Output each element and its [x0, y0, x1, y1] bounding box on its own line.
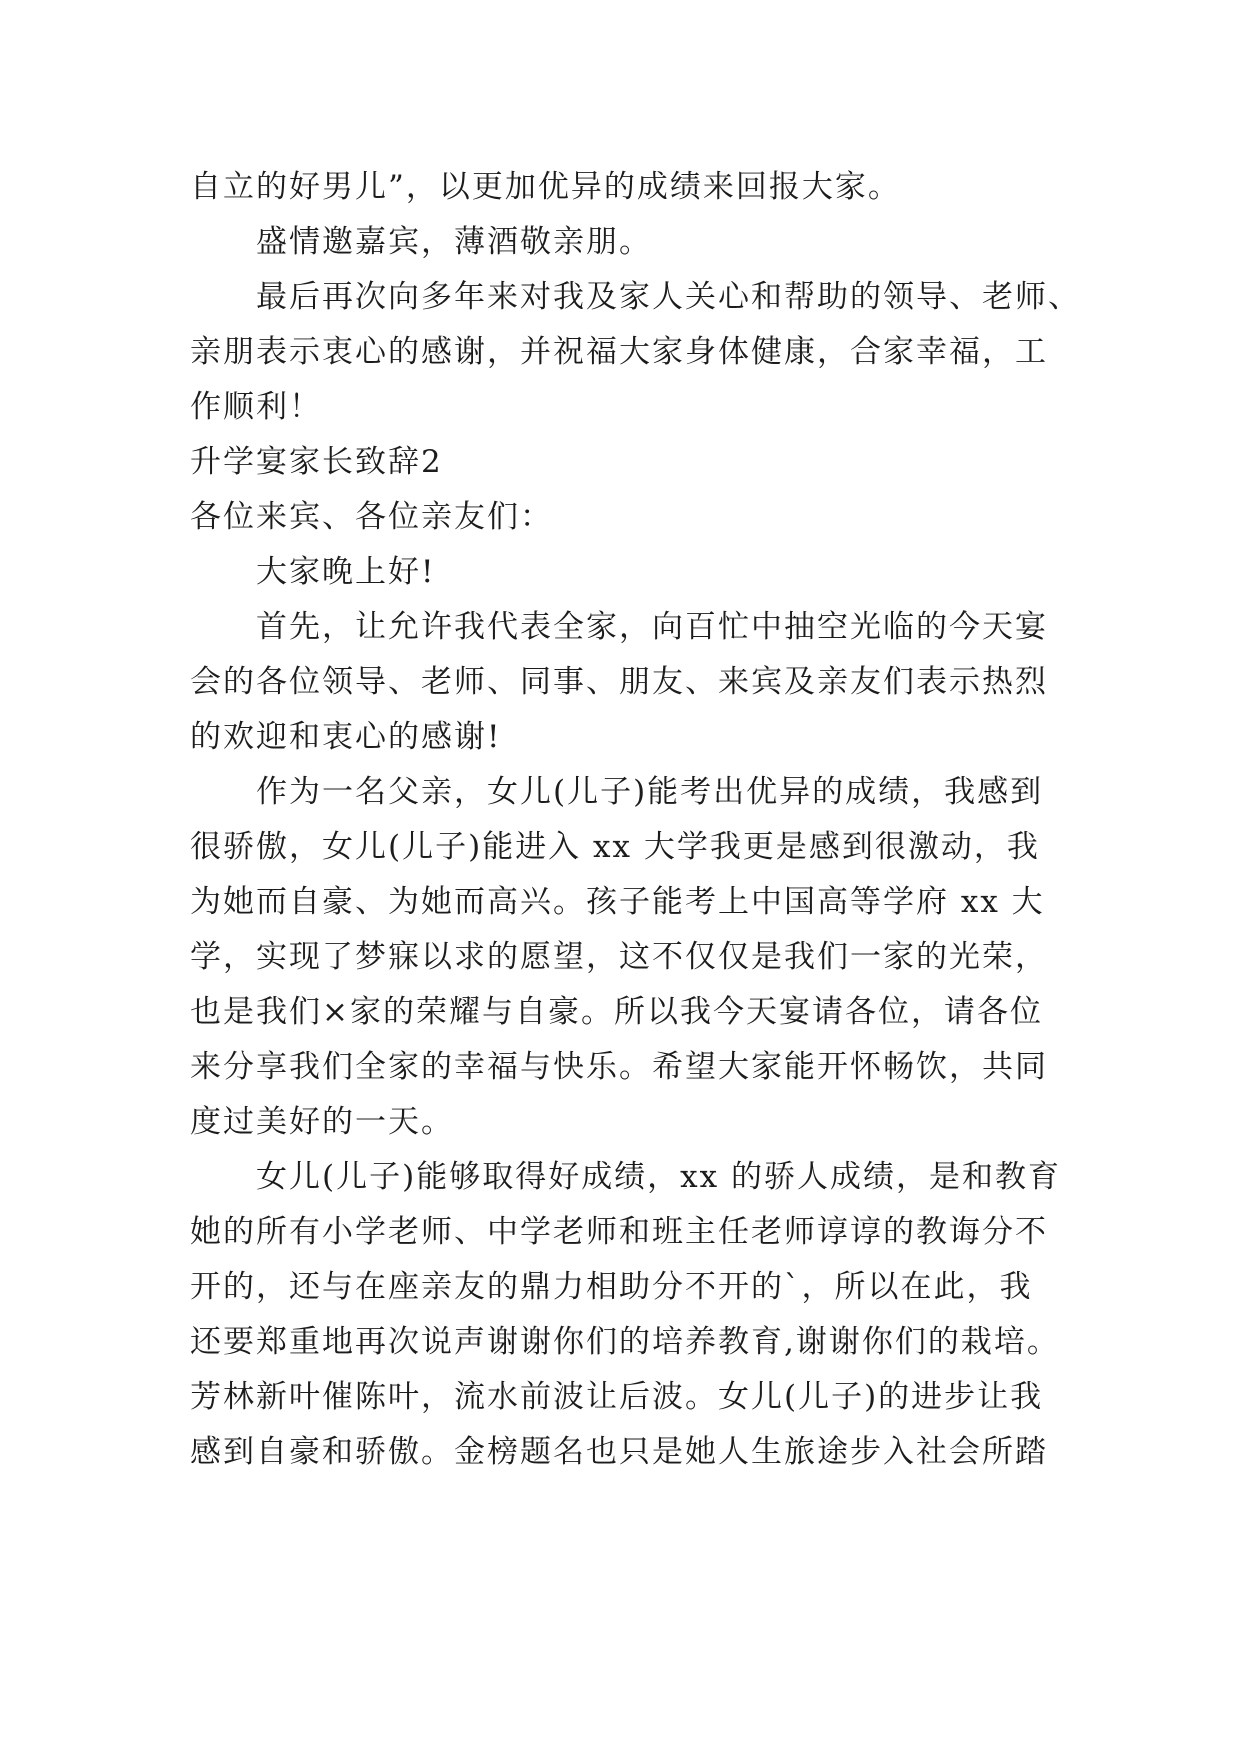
text-line: 女儿(儿子)能够取得好成绩，xx 的骄人成绩，是和教育 [256, 1159, 1062, 1195]
text-line: 她的所有小学老师、中学老师和班主任老师谆谆的教诲分不 [190, 1214, 1048, 1250]
text-line: 最后再次向多年来对我及家人关心和帮助的领导、老师、 [256, 279, 1081, 315]
text-line: 的欢迎和衷心的感谢! [190, 719, 502, 755]
text-line: 盛情邀嘉宾，薄酒敬亲朋。 [256, 224, 652, 260]
text-line: 会的各位领导、老师、同事、朋友、来宾及亲友们表示热烈 [190, 664, 1048, 700]
text-line: 大家晚上好! [256, 554, 436, 590]
section-heading: 升学宴家长致辞2 [190, 444, 443, 480]
text-line: 来分享我们全家的幸福与快乐。希望大家能开怀畅饮，共同 [190, 1049, 1048, 1085]
text-line: 作顺利！ [190, 389, 322, 425]
text-line: 还要郑重地再次说声谢谢你们的培养教育,谢谢你们的栽培。 [190, 1324, 1060, 1360]
text-line: 首先，让允许我代表全家，向百忙中抽空光临的今天宴 [256, 609, 1048, 645]
text-line: 开的，还与在座亲友的鼎力相助分不开的`，所以在此，我 [190, 1269, 1033, 1305]
text-line: 芳林新叶催陈叶，流水前波让后波。女儿(儿子)的进步让我 [190, 1379, 1044, 1415]
text-line: 度过美好的一天。 [190, 1104, 454, 1140]
text-line: 为她而自豪、为她而高兴。孩子能考上中国高等学府 xx 大 [190, 884, 1045, 920]
text-line: 亲朋表示衷心的感谢，并祝福大家身体健康，合家幸福，工 [190, 334, 1048, 370]
text-line: 也是我们×家的荣耀与自豪。所以我今天宴请各位，请各位 [190, 994, 1043, 1030]
text-line: 学，实现了梦寐以求的愿望，这不仅仅是我们一家的光荣， [190, 939, 1048, 975]
text-line: 各位来宾、各位亲友们： [190, 499, 553, 535]
text-line: 自立的好男儿”，以更加优异的成绩来回报大家。 [190, 169, 901, 205]
text-line: 作为一名父亲，女儿(儿子)能考出优异的成绩，我感到 [256, 774, 1044, 810]
text-line: 很骄傲，女儿(儿子)能进入 xx 大学我更是感到很激动，我 [190, 829, 1040, 865]
text-line: 感到自豪和骄傲。金榜题名也只是她人生旅途步入社会所踏 [190, 1434, 1048, 1470]
